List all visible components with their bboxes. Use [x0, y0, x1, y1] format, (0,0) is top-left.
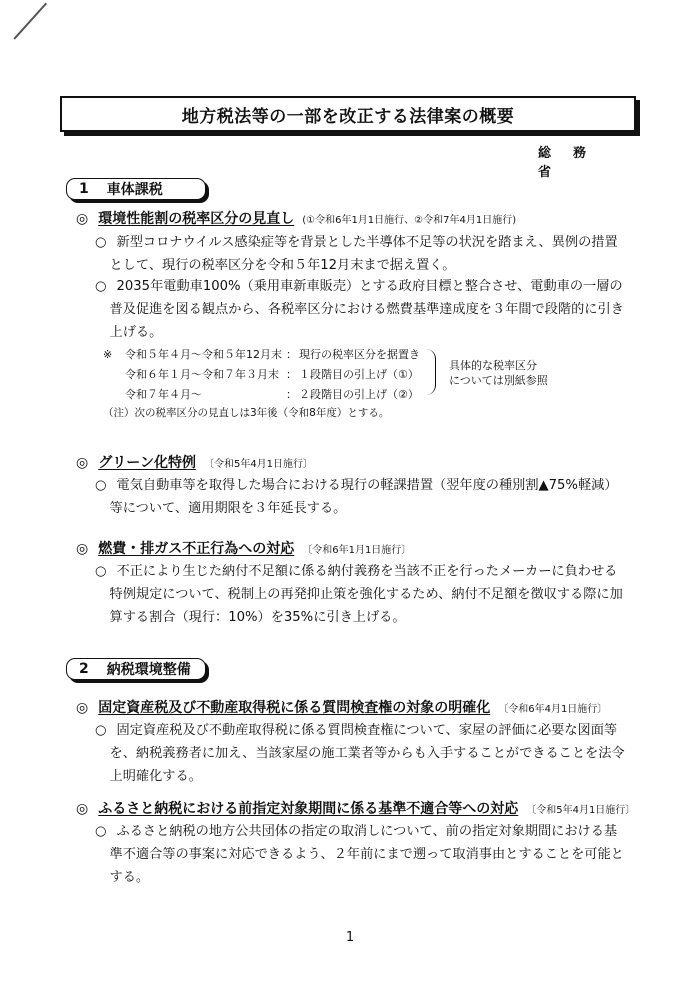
- circle-bullet-icon: ○: [95, 723, 107, 738]
- colon: ：: [286, 388, 297, 401]
- paragraph: [95, 275, 630, 344]
- section-label: 納税環境整備: [106, 662, 191, 678]
- paragraph: [95, 820, 630, 889]
- schedule-desc: ２段階目の引上げ（②）: [299, 388, 419, 401]
- curly-brace: [425, 349, 436, 395]
- item-heading-text: 燃費・排ガス不正行為への対応: [98, 541, 295, 557]
- schedule-period: 令和６年１月～令和７年３月末: [125, 368, 279, 381]
- schedule-period: 令和７年４月～: [125, 388, 202, 401]
- footnote: （注）次の税率区分の見直しは3年後（令和8年度）とする。: [103, 407, 390, 419]
- item-heading-text: 固定資産税及び不動産取得税に係る質問検査権の対象の明確化: [98, 700, 491, 716]
- corner-pen-mark: [13, 3, 46, 40]
- page-number: 1: [345, 930, 355, 945]
- item-heading: [76, 697, 607, 717]
- document-title: 地方税法等の一部を改正する法律案の概要: [181, 106, 515, 127]
- paragraph-text: 新型コロナウイルス感染症等を背景とした半導体不足等の状況を踏まえ、異例の措置として、現行の税率区分を令和５年12月末まで据え置く。: [109, 235, 618, 273]
- schedule-desc: 現行の税率区分を据置き: [299, 348, 420, 361]
- ministry-name: 総務省: [538, 146, 609, 180]
- colon: ：: [286, 368, 297, 381]
- item-heading-text: グリーン化特例: [98, 455, 196, 471]
- brace-note-line: については別紙参照: [449, 374, 548, 387]
- item-heading: [76, 538, 411, 558]
- paragraph: [95, 231, 630, 277]
- double-circle-icon: ◎: [76, 700, 89, 716]
- paragraph-text: 電気自動車等を取得した場合における現行の軽課措置（翌年度の種別割▲75%軽減）等について、適用期限を３年延長する。: [109, 478, 618, 516]
- paragraph: [95, 474, 630, 520]
- brace-note-line: 具体的な税率区分: [449, 359, 537, 372]
- section-2-header: [66, 658, 206, 680]
- colon: ：: [286, 348, 297, 361]
- effective-date: 〔令和5年4月1日施行〕: [526, 805, 636, 816]
- double-circle-icon: ◎: [76, 455, 89, 471]
- item-heading-text: ふるさと納税における前指定対象期間に係る基準不適合等への対応: [98, 801, 519, 817]
- circle-bullet-icon: ○: [95, 824, 107, 839]
- paragraph: [95, 560, 630, 629]
- double-circle-icon: ◎: [76, 541, 89, 557]
- paragraph-text: ふるさと納税の地方公共団体の指定の取消しについて、前の指定対象期間における基準不適合等の事案に対応できるよう、２年前にまで遡って取消事由とすることを可能とする。: [109, 824, 624, 885]
- schedule-desc: １段階目の引上げ（①）: [299, 368, 419, 381]
- paragraph-text: 不正により生じた納付不足額に係る納付義務を当該不正を行ったメーカーに負わせる特例規定について、税制上の再発抑止策を強化するため、納付不足額を徴収する際に加算する割合（現行：10%）を35%に引き上げる。: [109, 564, 623, 625]
- circle-bullet-icon: ○: [95, 279, 107, 294]
- note-mark: ※: [103, 348, 113, 361]
- section-label: 車体課税: [106, 182, 163, 198]
- item-heading-text: 環境性能割の税率区分の見直し: [98, 211, 295, 227]
- brace-note: [449, 358, 548, 388]
- section-number: 2: [79, 661, 89, 677]
- schedule-row: [103, 385, 583, 405]
- circle-bullet-icon: ○: [95, 478, 107, 493]
- section-1-header: [66, 178, 206, 200]
- section-number: 1: [79, 181, 89, 197]
- circle-bullet-icon: ○: [95, 564, 107, 579]
- item-heading: [76, 452, 313, 472]
- double-circle-icon: ◎: [76, 801, 89, 817]
- effective-date: (①令和6年1月1日施行、②令和7年4月1日施行): [302, 215, 517, 226]
- paragraph-text: 2035年電動車100%（乗用車新車販売）とする政府目標と整合させ、電動車の一層の普及促進を図る観点から、各税率区分における燃費基準達成度を３年間で段階的に引き上げる。: [109, 279, 624, 340]
- paragraph-text: 固定資産税及び不動産取得税に係る質問検査権について、家屋の評価に必要な図面等を、納税義務者に加え、当該家屋の施工業者等からも入手することができることを法令上明確化する。: [109, 723, 625, 784]
- schedule-period: 令和５年４月～令和５年12月末: [125, 348, 282, 361]
- document-title-box: [60, 96, 636, 132]
- paragraph: [95, 719, 630, 788]
- double-circle-icon: ◎: [76, 211, 89, 227]
- item-heading: [76, 798, 635, 818]
- effective-date: 〔令和5年4月1日施行〕: [203, 459, 314, 470]
- circle-bullet-icon: ○: [95, 235, 107, 250]
- effective-date: 〔令和6年4月1日施行〕: [498, 704, 608, 715]
- item-heading: [76, 208, 516, 228]
- effective-date: 〔令和6年1月1日施行〕: [302, 545, 412, 556]
